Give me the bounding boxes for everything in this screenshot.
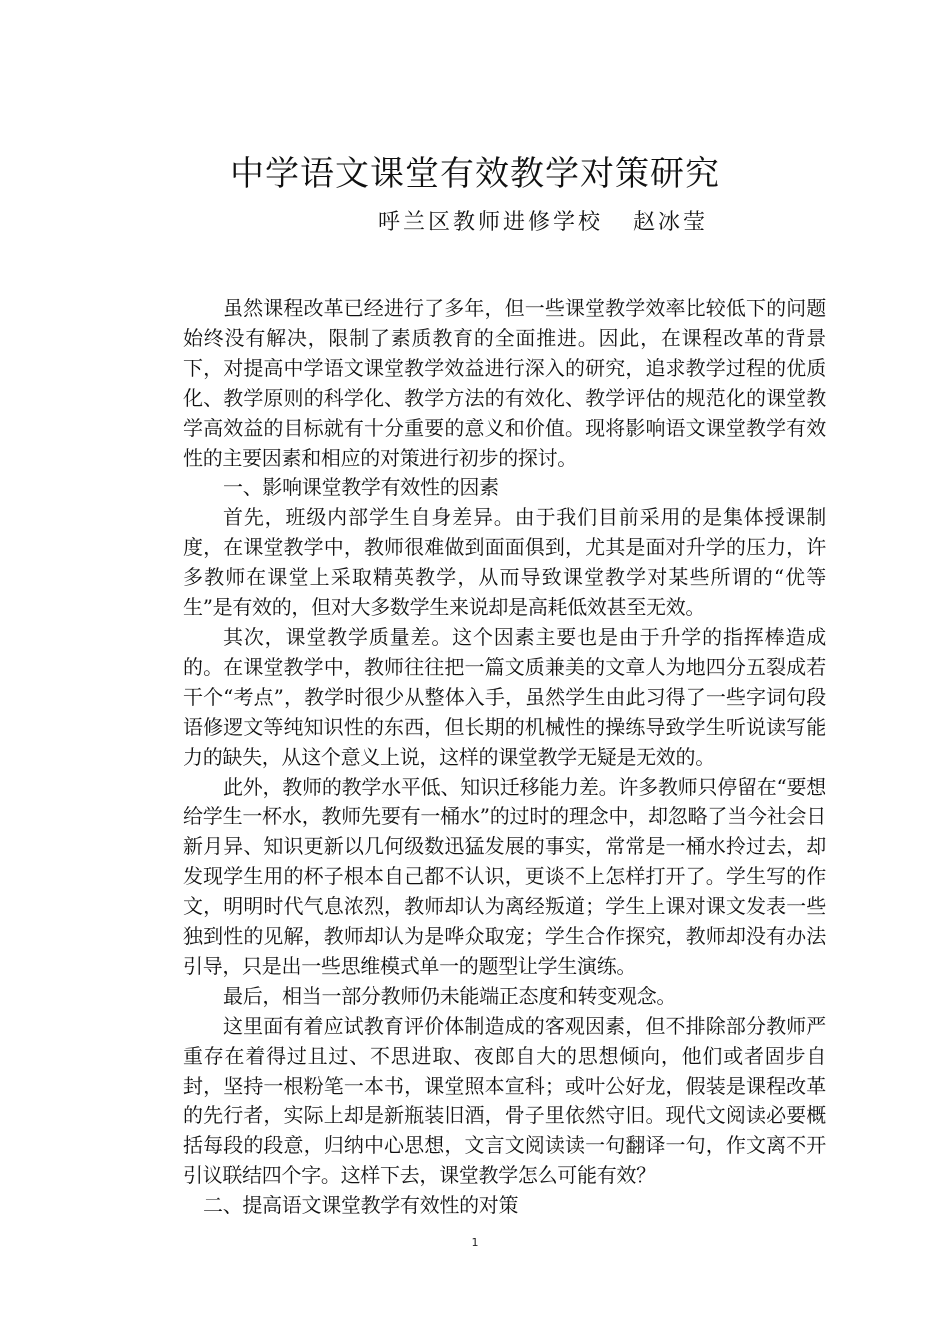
- page-number: 1: [471, 1236, 479, 1249]
- section-heading-1: 一、影响课堂教学有效性的因素: [223, 475, 499, 500]
- document-body: [183, 294, 826, 1221]
- body-paragraph: 此外，教师的教学水平低、知识迁移能力差。许多教师只停留在“要想给学生一杯水，教师先要有一桶水”的过时的理念中，却忽略了当今社会日新月异、知识更新以几何级数迅猛发展的事实，常常是一桶水拎过去，却发现学生用的杯子根本自己都不认识，更谈不上怎样打开了。学生写的作文，明明时代气息浓烈，教师却认为离经叛道；学生上课对课文发表一些独到性的见解，教师却认为是哗众取宠；学生合作探究，教师却没有办法引导，只是出一些思维模式单一的题型让学生演练。: [183, 774, 826, 978]
- document-title: 中学语文课堂有效教学对策研究: [230, 154, 720, 194]
- section-heading-2: 二、提高语文课堂教学有效性的对策: [203, 1193, 519, 1218]
- body-paragraph: 首先，班级内部学生自身差异。由于我们目前采用的是集体授课制度，在课堂教学中，教师很难做到面面俱到，尤其是面对升学的压力，许多教师在课堂上采取精英教学，从而导致课堂教学对某些所谓的“优等生”是有效的，但对大多数学生来说却是高耗低效甚至无效。: [183, 505, 826, 620]
- author-line: 呼兰区教师进修学校 赵冰莹: [378, 210, 708, 235]
- body-paragraph: 最后，相当一部分教师仍未能端正态度和转变观念。: [223, 983, 677, 1008]
- body-paragraph: 其次，课堂教学质量差。这个因素主要也是由于升学的指挥棒造成的。在课堂教学中，教师往往把一篇文质兼美的文章人为地四分五裂成若干个“考点”，教学时很少从整体入手，虽然学生由此习得了一些字词句段语修逻文等纯知识性的东西，但长期的机械性的操练导致学生听说读写能力的缺失，从这个意义上说，这样的课堂教学无疑是无效的。: [183, 624, 826, 769]
- body-paragraph: 这里面有着应试教育评价体制造成的客观因素，但不排除部分教师严重存在着得过且过、不思进取、夜郎自大的思想倾向，他们或者固步自封，坚持一根粉笔一本书，课堂照本宣科；或叶公好龙，假装是课程改革的先行者，实际上却是新瓶装旧酒，骨子里依然守旧。现代文阅读必要概括每段的段意，归纳中心思想，文言文阅读读一句翻译一句，作文离不开引议联结四个字。这样下去，课堂教学怎么可能有效？: [183, 1013, 826, 1188]
- intro-paragraph: 虽然课程改革已经进行了多年，但一些课堂教学效率比较低下的问题始终没有解决，限制了素质教育的全面推进。因此，在课程改革的背景下，对提高中学语文课堂教学效益进行深入的研究，追求教学过程的优质化、教学原则的科学化、教学方法的有效化、教学评估的规范化的课堂教学高效益的目标就有十分重要的意义和价值。现将影响语文课堂教学有效性的主要因素和相应的对策进行初步的探讨。: [183, 296, 826, 470]
